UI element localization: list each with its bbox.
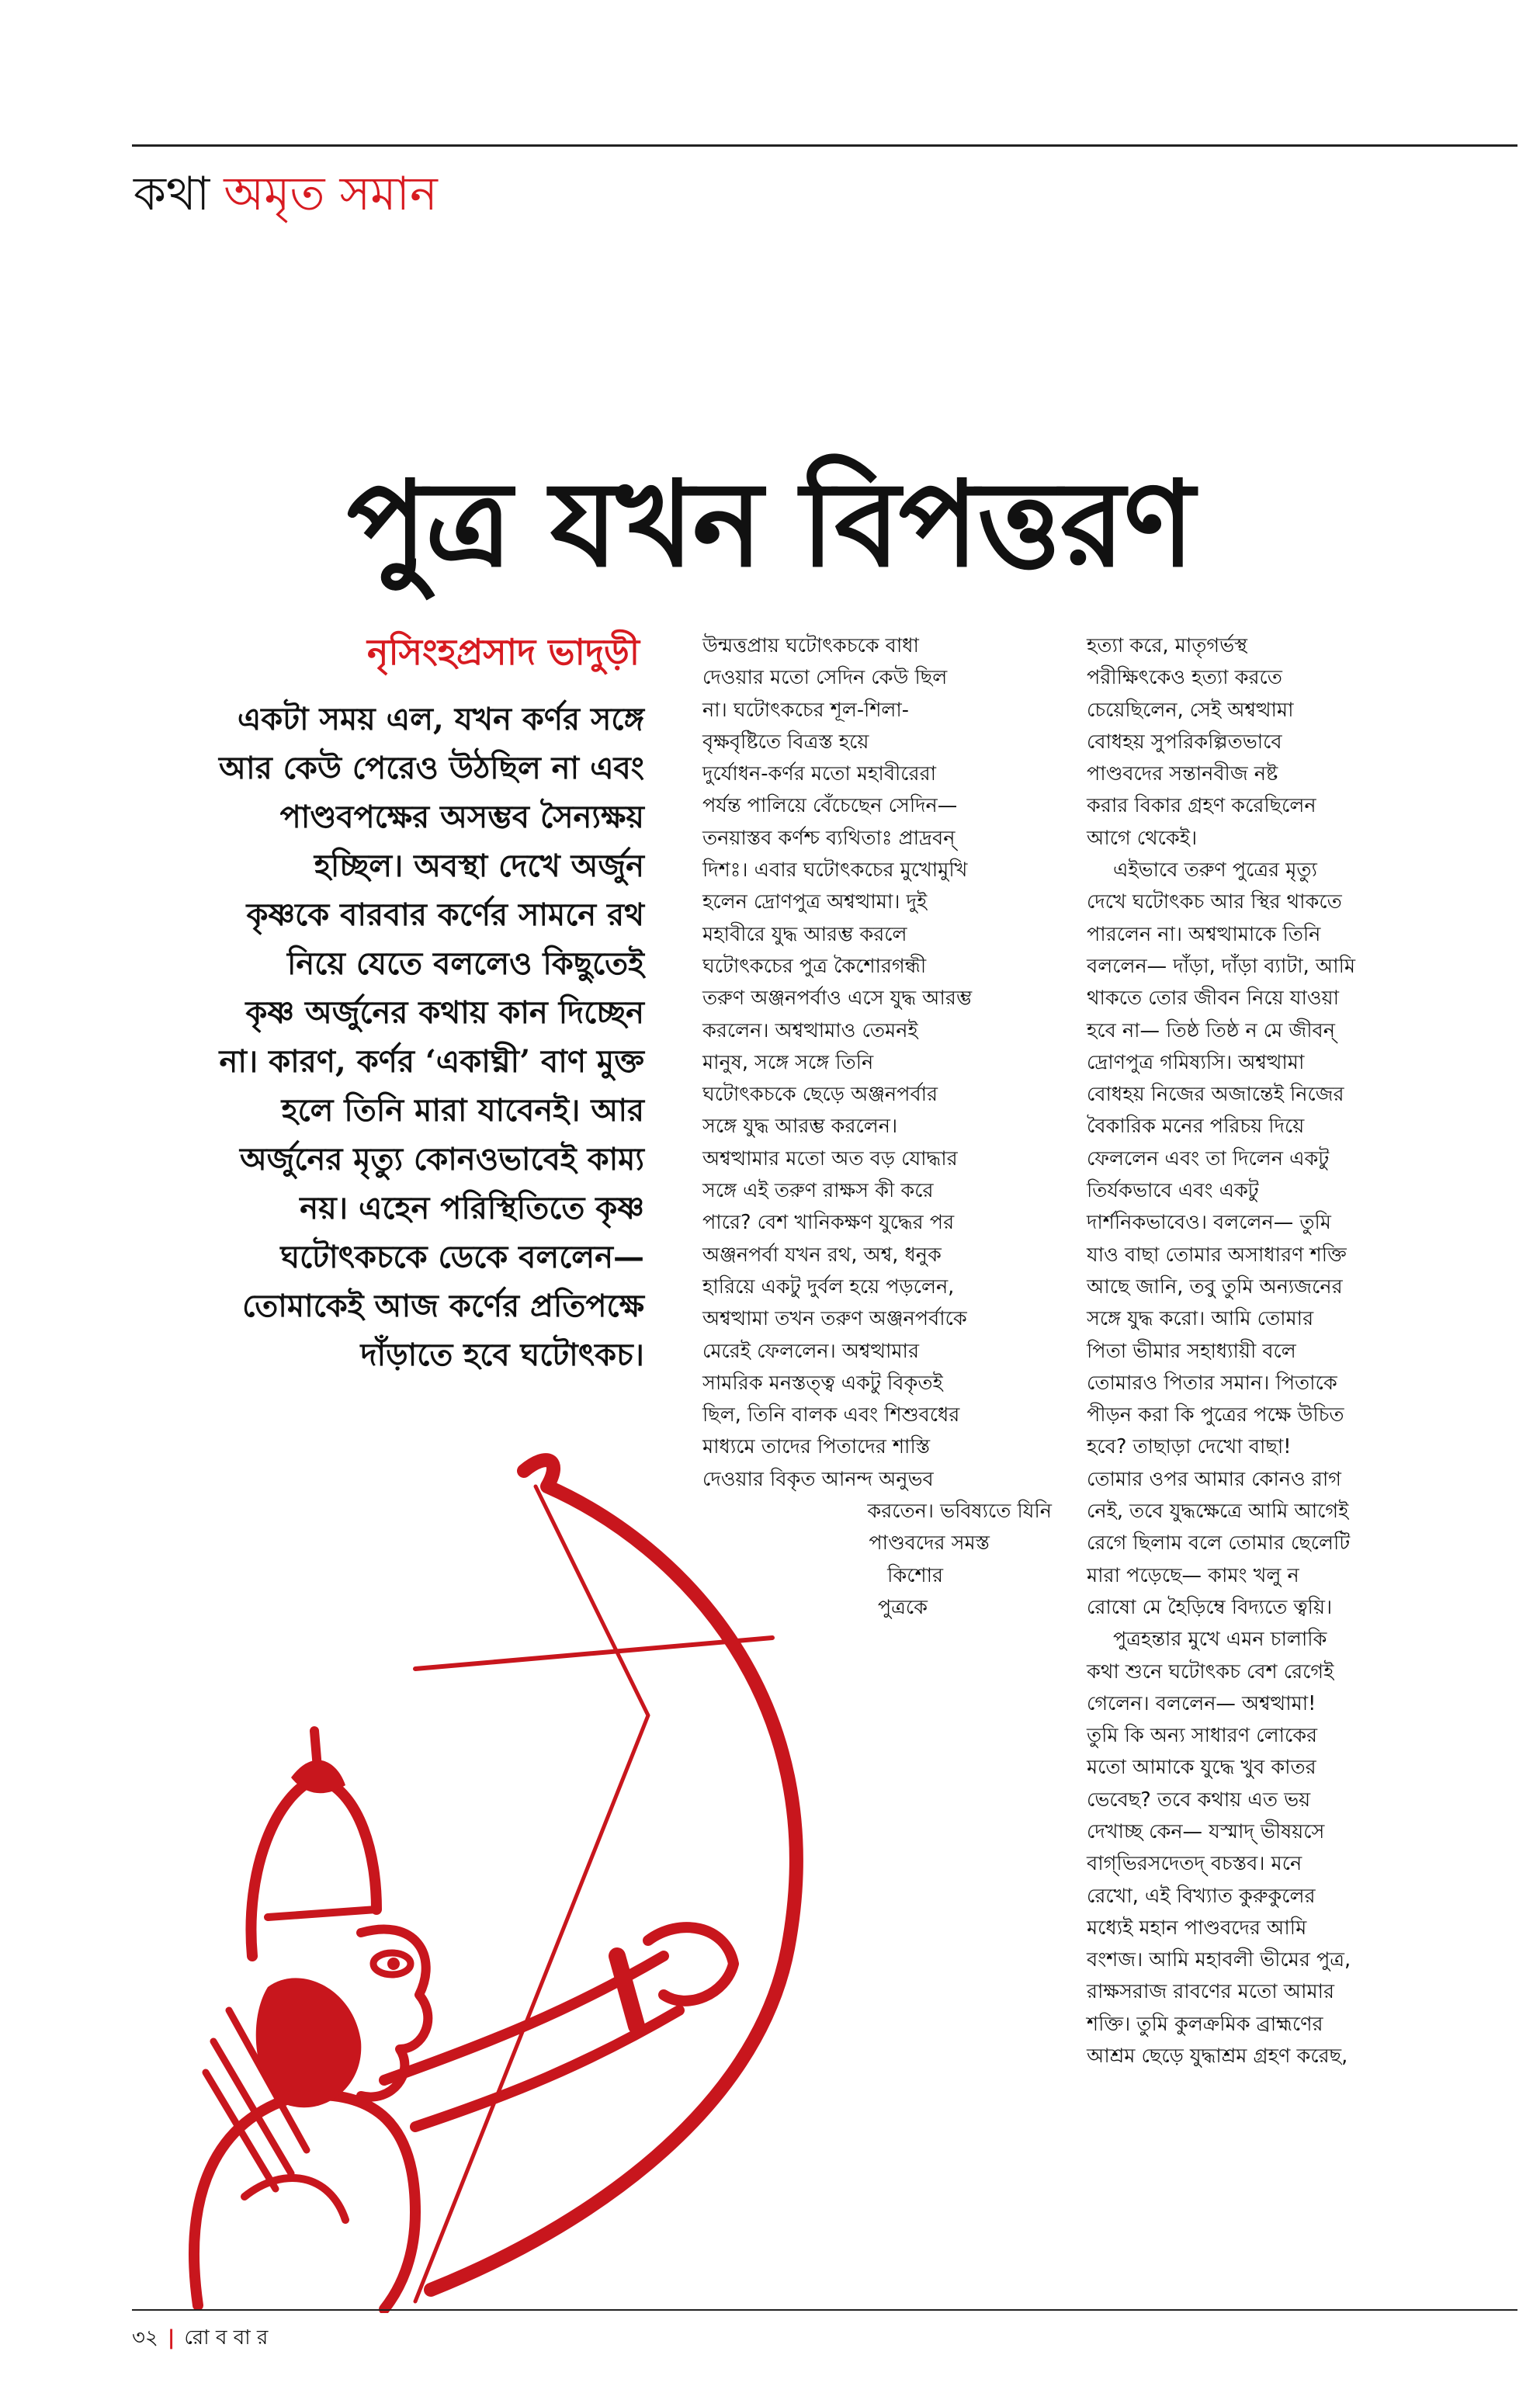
body-line: দিশঃ। এবার ঘটোৎকচের মুখোমুখি — [702, 858, 968, 883]
body-line: মারা পড়েছে— কামং খলু ন — [1087, 1563, 1299, 1587]
body-line: তির্যকভাবে এবং একটু — [1087, 1179, 1259, 1203]
body-line: রেখো, এই বিখ্যাত কুরুকুলের — [1087, 1884, 1316, 1908]
body-line: মানুষ, সঙ্গে সঙ্গে তিনি — [702, 1050, 874, 1074]
body-line: করলেন। অশ্বত্থামাও তেমনই — [702, 1018, 918, 1042]
body-line: না। ঘটোৎকচের শূল-শিলা- — [702, 698, 910, 722]
body-line: হবে? তাছাড়া দেখো বাছা! — [1087, 1435, 1292, 1459]
body-line: নেই, তবে যুদ্ধক্ষেত্রে আমি আগেই — [1087, 1500, 1349, 1524]
magazine-name: রো ব বা র — [184, 2326, 269, 2350]
body-line: ভেবেছ? তবে কথায় এত ভয় — [1087, 1788, 1311, 1812]
body-line: বাগ্‌ভিরসদেতদ্‌ বচস্তব। মনে — [1087, 1852, 1302, 1876]
page-footer — [132, 2322, 268, 2353]
body-column-right — [1087, 630, 1490, 2072]
intro-line: কৃষ্ণকে বারবার কর্ণের সামনে রথ — [246, 897, 644, 933]
archer-illustration — [182, 1451, 974, 2313]
body-line: তুমি কি অন্য সাধারণ লোকের — [1087, 1724, 1318, 1748]
body-line: ছিল, তিনি বালক এবং শিশুবধের — [702, 1403, 960, 1427]
body-line: সঙ্গে যুদ্ধ করো। আমি তোমার — [1087, 1307, 1314, 1331]
body-line: গেলেন। বললেন— অশ্বত্থামা! — [1087, 1691, 1316, 1715]
intro-line: নয়। এহেন পরিস্থিতিতে কৃষ্ণ — [300, 1190, 644, 1226]
body-line: দেখাচ্ছ কেন— যস্মাদ্‌ ভীষয়সে — [1087, 1819, 1325, 1843]
article-headline: পুত্র যখন বিপত্তরণ — [346, 454, 1194, 593]
intro-line: হচ্ছিল। অবস্থা দেখে অর্জুন — [314, 848, 644, 884]
body-line: বোধহয় সুপরিকল্পিতভাবে — [1087, 730, 1282, 754]
body-line: অশ্বত্থামা তখন তরুণ অঞ্জনপর্বাকে — [702, 1307, 967, 1331]
author-byline: নৃসিংহপ্রসাদ ভাদুড়ী — [367, 631, 640, 673]
intro-line: আর কেউ পেরেও উঠছিল না এবং — [219, 750, 644, 786]
body-line: হলেন দ্রোণপুত্র অশ্বত্থামা। দুই — [702, 890, 928, 914]
body-line: সঙ্গে যুদ্ধ আরম্ভ করলেন। — [702, 1115, 898, 1139]
body-line: দেখে ঘটোৎকচ আর স্থির থাকতে — [1087, 890, 1342, 914]
body-line: রোষো মে হৈড়িম্বে বিদ্যতে ত্বয়ি। — [1087, 1595, 1333, 1619]
body-line: হারিয়ে একটু দুর্বল হয়ে পড়লেন, — [702, 1275, 955, 1299]
body-line: পিতা ভীমার সহাধ্যায়ী বলে — [1087, 1339, 1296, 1363]
body-line: ফেললেন এবং তা দিলেন একটু — [1087, 1146, 1330, 1170]
body-line: দুর্যোধন-কর্ণর মতো মহাবীরেরা — [702, 762, 937, 786]
intro-line: ঘটোৎকচকে ডেকে বললেন— — [280, 1239, 644, 1275]
body-line: অঞ্জনপর্বা যখন রথ, অশ্ব, ধনুক — [702, 1243, 942, 1267]
section-header — [134, 163, 438, 225]
body-line: দেওয়ার মতো সেদিন কেউ ছিল — [702, 666, 948, 690]
body-line: বংশজ। আমি মহাবলী ভীমের পুত্র, — [1087, 1948, 1351, 1972]
intro-line: কৃষ্ণ অর্জুনের কথায় কান দিচ্ছেন — [245, 994, 644, 1031]
body-line: মহাবীরে যুদ্ধ আরম্ভ করলে — [702, 922, 907, 946]
body-line: বৃক্ষবৃষ্টিতে বিত্রস্ত হয়ে — [702, 730, 869, 754]
body-line: হত্যা করে, মাতৃগর্ভস্থ — [1087, 634, 1248, 657]
intro-line: তোমাকেই আজ কর্ণের প্রতিপক্ষে — [242, 1288, 644, 1324]
section-title: অমৃত সমান — [224, 167, 438, 221]
body-line: দার্শনিকভাবেও। বললেন— তুমি — [1087, 1211, 1331, 1235]
body-line: পুত্রকে — [877, 1595, 928, 1619]
body-line: আছে জানি, তবু তুমি অন্যজনের — [1087, 1275, 1343, 1299]
body-line: পীড়ন করা কি পুত্রের পক্ষে উচিত — [1087, 1403, 1344, 1427]
body-line: পারলেন না। অশ্বত্থামাকে তিনি — [1087, 922, 1321, 946]
body-line: এইভাবে তরুণ পুত্রের মৃত্যু — [1113, 858, 1317, 883]
body-line: ঘটোৎকচের পুত্র কৈশোরগন্ধী — [702, 954, 927, 978]
intro-line: পাণ্ডবপক্ষের অসম্ভব সৈন্যক্ষয় — [279, 799, 644, 835]
body-line: কথা শুনে ঘটোৎকচ বেশ রেগেই — [1087, 1659, 1334, 1684]
body-line: সামরিক মনস্তত্ত্ব একটু বিকৃতই — [702, 1371, 943, 1395]
page-number: ৩২ — [132, 2326, 158, 2350]
body-line: আশ্রম ছেড়ে যুদ্ধাশ্রম গ্রহণ করেছ, — [1087, 2044, 1348, 2069]
body-line: বললেন— দাঁড়া, দাঁড়া ব্যাটা, আমি — [1087, 954, 1356, 978]
intro-line: নিয়ে যেতে বললেও কিছুতেই — [286, 945, 644, 982]
body-line: বৈকারিক মনের পরিচয় দিয়ে — [1087, 1115, 1305, 1139]
body-line: পর্যন্ত পালিয়ে বেঁচেছেন সেদিন— — [702, 794, 958, 818]
body-line: হবে না— তিষ্ঠ তিষ্ঠ ন মে জীবন্‌ — [1087, 1018, 1335, 1042]
bottom-rule — [132, 2309, 1517, 2311]
body-line: করার বিকার গ্রহণ করেছিলেন — [1087, 794, 1316, 818]
body-line: শক্তি। তুমি কুলক্রমিক ব্রাহ্মণের — [1087, 2012, 1323, 2036]
body-line: করতেন। ভবিষ্যতে যিনি — [867, 1500, 1052, 1524]
intro-line: দাঁড়াতে হবে ঘটোৎকচ। — [360, 1337, 644, 1373]
intro-line: না। কারণ, কর্ণর ‘একাঘ্নী’ বাণ মুক্ত — [219, 1043, 644, 1080]
intro-paragraph — [132, 695, 644, 1379]
body-line: সঙ্গে এই তরুণ রাক্ষস কী করে — [702, 1179, 934, 1203]
body-line: রাক্ষসরাজ রাবণের মতো আমার — [1087, 1980, 1335, 2004]
body-line: চেয়েছিলেন, সেই অশ্বত্থামা — [1087, 698, 1294, 722]
body-line: পরীক্ষিৎকেও হত্যা করতে — [1087, 666, 1282, 690]
body-line: ঘটোৎকচকে ছেড়ে অঞ্জনপর্বার — [702, 1083, 938, 1107]
body-line: তোমারও পিতার সমান। পিতাকে — [1087, 1371, 1337, 1395]
body-line: উন্মত্তপ্রায় ঘটোৎকচকে বাধা — [702, 634, 919, 657]
body-line: তনয়াস্তব কর্ণশ্চ ব্যথিতাঃ প্রাদ্রবন্‌ — [702, 826, 956, 850]
bow-icon — [431, 1460, 796, 2290]
body-line: তরুণ অঞ্জনপর্বাও এসে যুদ্ধ আরম্ভ — [702, 987, 973, 1011]
footer-separator: | — [167, 2326, 175, 2350]
body-line: রেগে ছিলাম বলে তোমার ছেলেটি — [1087, 1531, 1351, 1555]
body-line: দ্রোণপুত্র গমিষ্যসি। অশ্বত্থামা — [1087, 1050, 1305, 1074]
body-line: মতো আমাকে যুদ্ধে খুব কাতর — [1087, 1756, 1316, 1780]
body-line: তোমার ওপর আমার কোনও রাগ — [1087, 1467, 1342, 1491]
section-label: কথা — [134, 167, 210, 221]
body-line: পাণ্ডবদের সমস্ত — [869, 1531, 990, 1555]
top-rule — [132, 144, 1517, 147]
intro-line: অর্জুনের মৃত্যু কোনওভাবেই কাম্য — [239, 1141, 644, 1177]
body-line: বোধহয় নিজের অজান্তেই নিজের — [1087, 1083, 1344, 1107]
body-line: মেরেই ফেললেন। অশ্বত্থামার — [702, 1339, 919, 1363]
body-line: অশ্বত্থামার মতো অত বড় যোদ্ধার — [702, 1146, 958, 1170]
body-line: দেওয়ার বিকৃত আনন্দ অনুভব — [702, 1467, 934, 1491]
body-line: কিশোর — [887, 1563, 943, 1587]
body-line: থাকতে তোর জীবন নিয়ে যাওয়া — [1087, 987, 1340, 1011]
body-line: পুত্রহন্তার মুখে এমন চালাকি — [1113, 1628, 1327, 1652]
intro-line: হলে তিনি মারা যাবেনই। আর — [281, 1092, 644, 1129]
body-line: মাধ্যমে তাদের পিতাদের শাস্তি — [702, 1435, 931, 1459]
body-line: যাও বাছা তোমার অসাধারণ শক্তি — [1087, 1243, 1347, 1267]
intro-line: একটা সময় এল, যখন কর্ণর সঙ্গে — [237, 701, 644, 737]
body-line: আগে থেকেই। — [1087, 826, 1198, 850]
body-line: মধ্যেই মহান পাণ্ডবদের আমি — [1087, 1916, 1307, 1940]
body-line: পাণ্ডবদের সন্তানবীজ নষ্ট — [1087, 762, 1278, 786]
body-line: পারে? বেশ খানিকক্ষণ যুদ্ধের পর — [702, 1211, 955, 1235]
